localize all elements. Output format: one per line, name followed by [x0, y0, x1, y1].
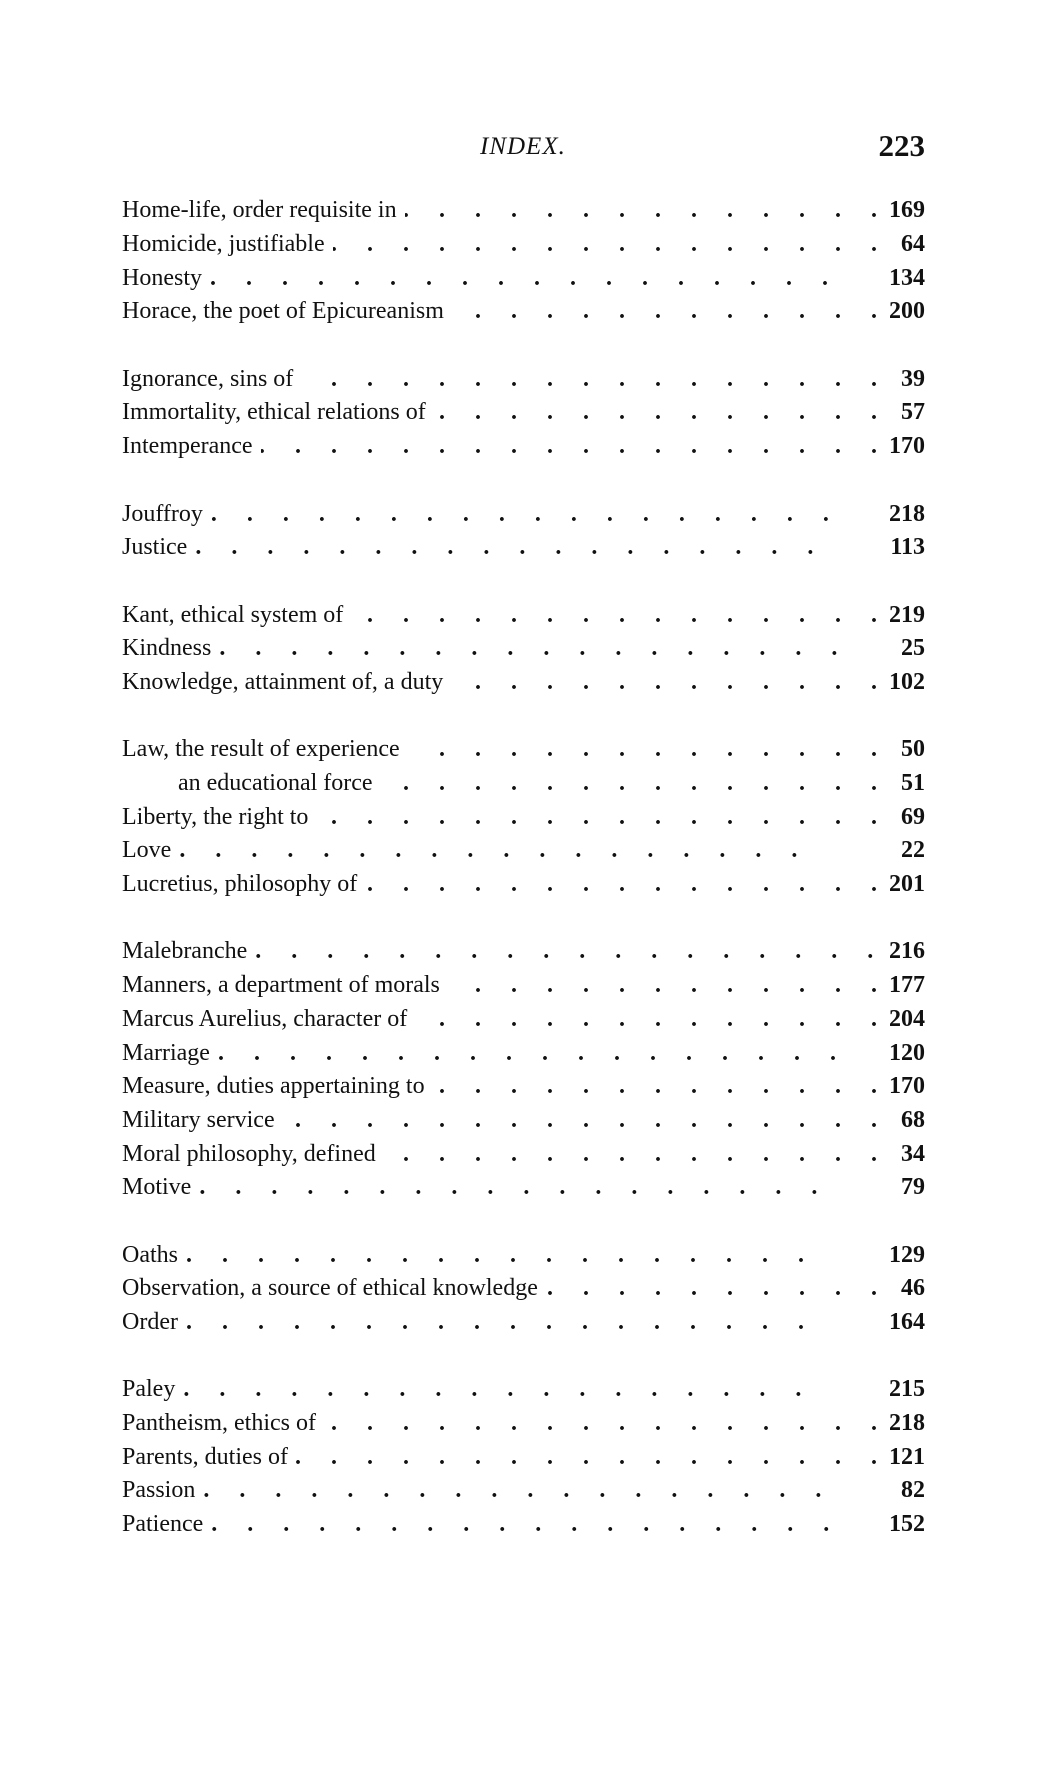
dot-leader: [408, 736, 877, 763]
entry-term: Honesty: [122, 264, 202, 291]
index-entry: [122, 1373, 925, 1407]
dot-leader: [261, 433, 877, 460]
index-entry: [122, 1171, 925, 1205]
index-entry: [122, 733, 925, 767]
entry-term: Pantheism, ethics of: [122, 1410, 316, 1437]
dot-leader: [301, 366, 877, 393]
dot-leader: [210, 265, 877, 292]
entry-page: 177: [889, 972, 925, 999]
entry-term: Military service: [122, 1106, 275, 1133]
entry-term: Kant, ethical system of: [122, 601, 344, 628]
entry-page: 46: [901, 1275, 925, 1302]
entry-term: Motive: [122, 1174, 192, 1201]
entry-term: Paley: [122, 1376, 176, 1403]
index-entry: [122, 868, 925, 902]
entry-term: Justice: [122, 534, 188, 561]
entry-term: Liberty, the right to: [122, 803, 309, 830]
entry-term: Immortality, ethical relations of: [122, 399, 426, 426]
entry-page: 39: [901, 365, 925, 392]
index-entry: [122, 1070, 925, 1104]
index-entry: [122, 1508, 925, 1542]
entry-page: 113: [890, 534, 925, 561]
entry-page: 218: [889, 1410, 925, 1437]
entry-page: 152: [889, 1511, 925, 1538]
group-spacer: [122, 1205, 925, 1239]
entry-page: 219: [889, 601, 925, 628]
dot-leader: [179, 837, 877, 864]
entry-page: 200: [889, 298, 925, 325]
index-entry: [122, 362, 925, 396]
dot-leader: [415, 1006, 877, 1033]
dot-leader: [218, 1040, 877, 1067]
index-entry: [122, 1407, 925, 1441]
entry-page: 129: [889, 1241, 925, 1268]
index-entry: [122, 194, 925, 228]
index-entry: [122, 935, 925, 969]
entry-page: 82: [901, 1477, 925, 1504]
index-entry: [122, 666, 925, 700]
group-spacer: [122, 699, 925, 733]
dot-leader: [283, 1107, 877, 1134]
dot-leader: [381, 770, 877, 797]
entry-term: Home-life, order requisite in: [122, 197, 397, 224]
dot-leader: [195, 534, 877, 561]
dot-leader: [219, 635, 877, 662]
entry-page: 215: [889, 1376, 925, 1403]
entry-term: Measure, duties appertaining to: [122, 1073, 425, 1100]
dot-leader: [433, 1073, 877, 1100]
index-entry: [122, 969, 925, 1003]
entry-page: 170: [889, 1073, 925, 1100]
dot-leader: [546, 1275, 877, 1302]
entry-term: Law, the result of experience: [122, 736, 400, 763]
entry-term: Moral philosophy, defined: [122, 1140, 376, 1167]
entry-term: Ignorance, sins of: [122, 365, 294, 392]
entry-term: Observation, a source of ethical knowledge: [122, 1275, 538, 1302]
entry-term: Kindness: [122, 635, 212, 662]
entry-term: Lucretius, philosophy of: [122, 871, 358, 898]
entry-term: Parents, duties of: [122, 1443, 288, 1470]
entry-page: 50: [901, 736, 925, 763]
index-entry: [122, 531, 925, 565]
entry-page: 69: [901, 803, 925, 830]
entry-page: 51: [901, 770, 925, 797]
dot-leader: [333, 231, 877, 258]
entry-page: 121: [889, 1443, 925, 1470]
dot-leader: [405, 197, 877, 224]
entry-page: 68: [901, 1106, 925, 1133]
dot-leader: [296, 1444, 877, 1471]
index-entry: [122, 800, 925, 834]
entry-page: 164: [889, 1309, 925, 1336]
entry-term: Homicide, justifiable: [122, 231, 325, 258]
entry-page: 218: [889, 500, 925, 527]
dot-leader: [186, 1309, 877, 1336]
index-entry: [122, 834, 925, 868]
entry-term: Jouffroy: [122, 500, 203, 527]
index-entry: [122, 632, 925, 666]
dot-leader: [384, 1141, 877, 1168]
entry-page: 57: [901, 399, 925, 426]
group-spacer: [122, 901, 925, 935]
entry-page: 25: [901, 635, 925, 662]
entry-term: an educational force: [178, 770, 373, 797]
entry-term: Marriage: [122, 1039, 210, 1066]
index-entry: [122, 1440, 925, 1474]
entry-page: 34: [901, 1140, 925, 1167]
entry-page: 64: [901, 231, 925, 258]
index-entry: [122, 767, 925, 801]
index-entry: [122, 1238, 925, 1272]
dot-leader: [199, 1174, 877, 1201]
index-entry: [122, 1104, 925, 1138]
entry-term: Order: [122, 1309, 178, 1336]
dot-leader: [255, 938, 877, 965]
dot-leader: [186, 1242, 877, 1269]
page-number: 223: [878, 128, 925, 163]
entry-term: Manners, a department of morals: [122, 972, 440, 999]
index-entry: [122, 228, 925, 262]
entry-page: 22: [901, 837, 925, 864]
index-entry: [122, 1306, 925, 1340]
dot-leader: [452, 298, 877, 325]
dot-leader: [451, 669, 877, 696]
dot-leader: [316, 804, 877, 831]
entry-page: 134: [889, 264, 925, 291]
entry-page: 204: [889, 1005, 925, 1032]
entry-term: Malebranche: [122, 938, 248, 965]
entry-term: Marcus Aurelius, character of: [122, 1005, 408, 1032]
entry-page: 201: [889, 871, 925, 898]
entry-term: Horace, the poet of Epicureanism: [122, 298, 444, 325]
index-entry: [122, 1137, 925, 1171]
dot-leader: [434, 399, 877, 426]
dot-leader: [365, 871, 877, 898]
entry-page: 102: [889, 668, 925, 695]
group-spacer: [122, 1339, 925, 1373]
index-entry: [122, 295, 925, 329]
dot-leader: [183, 1376, 877, 1403]
entry-term: Intemperance: [122, 433, 253, 460]
index-entry: [122, 1036, 925, 1070]
running-header-title: INDEX.: [480, 133, 566, 160]
entry-term: Patience: [122, 1511, 204, 1538]
dot-leader: [211, 501, 877, 528]
index-entry: [122, 1474, 925, 1508]
index-entry: [122, 598, 925, 632]
dot-leader: [448, 972, 877, 999]
entry-term: Knowledge, attainment of, a duty: [122, 668, 444, 695]
dot-leader: [211, 1511, 877, 1538]
dot-leader: [351, 602, 877, 629]
entry-term: Passion: [122, 1477, 196, 1504]
index-entry: [122, 261, 925, 295]
index-entry: [122, 497, 925, 531]
index-list: [122, 194, 925, 1542]
index-entry: [122, 1272, 925, 1306]
group-spacer: [122, 329, 925, 363]
entry-page: 169: [889, 197, 925, 224]
dot-leader: [203, 1477, 877, 1504]
index-entry: [122, 430, 925, 464]
entry-page: 79: [901, 1174, 925, 1201]
entry-page: 120: [889, 1039, 925, 1066]
index-entry: [122, 396, 925, 430]
entry-page: 170: [889, 433, 925, 460]
group-spacer: [122, 565, 925, 599]
entry-term: Love: [122, 837, 172, 864]
group-spacer: [122, 464, 925, 498]
entry-page: 216: [889, 938, 925, 965]
dot-leader: [324, 1410, 877, 1437]
index-entry: [122, 1003, 925, 1037]
entry-term: Oaths: [122, 1241, 178, 1268]
